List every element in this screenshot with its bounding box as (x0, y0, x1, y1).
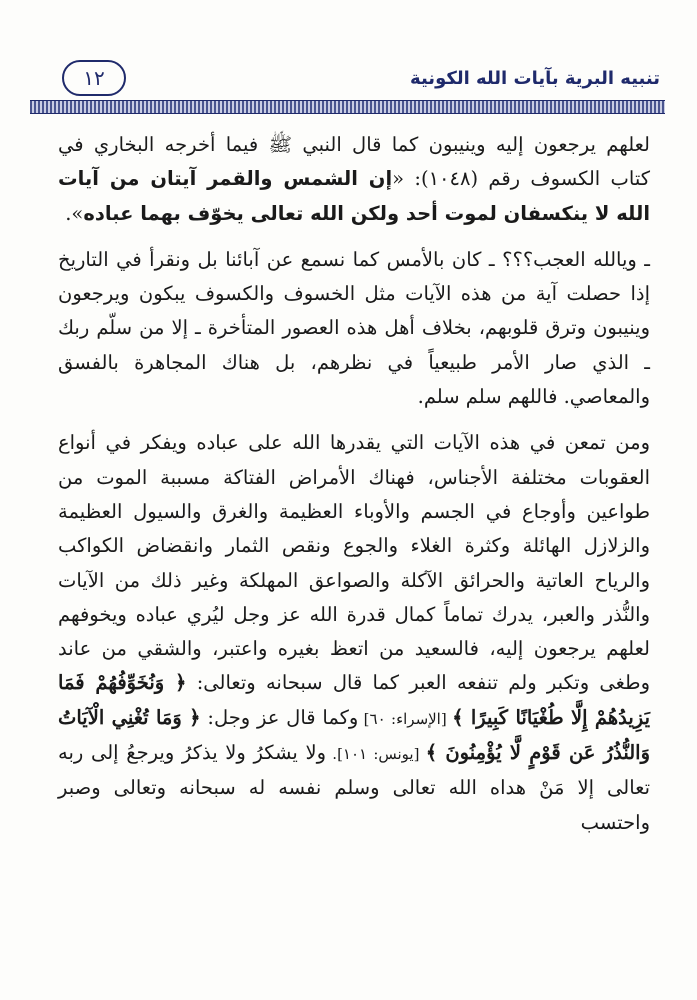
paragraph-text: ومن تمعن في هذه الآيات التي يقدرها الله على عباده ويفكر في أنواع العقوبات مختلفة الأجناس، فهناك الأمراض الفتاكة مسببة الموت من طواعين وأوجاع في الجسم والأوباء العظيمة والغرق والسيول العظيمة والزلازل الهائلة وكثرة الغلاء والجوع ونقص الثمار وانقضاض الكواكب والرياح العاتية والحرائق الآكلة والصواعق المهلكة وغير ذلك من الآيات والنُّذر والعبر، يدرك تماماً كمال قدرة الله عز وجل ليُري عباده ويخوفهم لعلهم يرجعون إليه، فالسعيد من اتعظ بغيره واعتبر، والشقي من عاند وطغى وتكبر ولم تنفعه العبر كما قال سبحانه وتعالى: (58, 431, 650, 695)
paragraph-3 (58, 426, 650, 840)
paragraph-1 (58, 128, 650, 231)
page-body (58, 128, 650, 852)
page-header (30, 58, 670, 100)
paragraph-2 (58, 243, 650, 414)
book-title: تنبيه البرية بآيات الله الكونية (410, 68, 660, 89)
header-divider (30, 100, 665, 114)
quran-verse: ﴿ وَمَا تُغْنِي الْآيَاتُ وَالنُّذُرُ عَن قَوْمٍ لَّا يُؤْمِنُونَ ﴾ (58, 705, 650, 765)
paragraph-text: ولا يشكرُ ولا يذكرُ ويرجعُ إلى ربه تعالى إلا مَنْ هداه الله تعالى وسلم نفسه له سبحانه وتعالى وصبر واحتسب (58, 741, 650, 834)
quran-verse: ﴿ وَنُخَوِّفُهُمْ فَمَا يَزِيدُهُمْ إِلَّا طُغْيَانًا كَبِيرًا ﴾ (58, 671, 650, 729)
verse-reference: [يونس: ١٠١]. (326, 745, 426, 764)
verse-reference: [الإسراء: ٦٠] (358, 709, 453, 728)
hadith-quote: إن الشمس والقمر آيتان من آيات الله لا ينكسفان لموت أحد ولكن الله تعالى يخوّف بهما عباده (58, 167, 650, 225)
paragraph-text: وكما قال عز وجل: (200, 705, 359, 729)
page-number: ١٢ (62, 60, 126, 96)
paragraph-text: لعلهم يرجعون إليه وينيبون كما قال النبي ﷺ فيما أخرجه البخاري في كتاب الكسوف رقم (١٠٤٨): « (58, 133, 650, 191)
paragraph-text: ». (65, 201, 84, 225)
paragraph-text: ـ ويالله العجب؟؟؟ ـ كان بالأمس كما نسمع عن آبائنا بل ونقرأ في التاريخ إذا حصلت آية من هذه الآيات مثل الخسوف والكسوف يبكون ويرجعون وينيبون وترق قلوبهم، بخلاف أهل هذه العصور المتأخرة ـ إلا من سلّم ربك ـ الذي صار الأمر طبيعياً في نظرهم، بل هناك المجاهرة بالفسق والمعاصي. فاللهم سلم سلم. (58, 247, 650, 409)
